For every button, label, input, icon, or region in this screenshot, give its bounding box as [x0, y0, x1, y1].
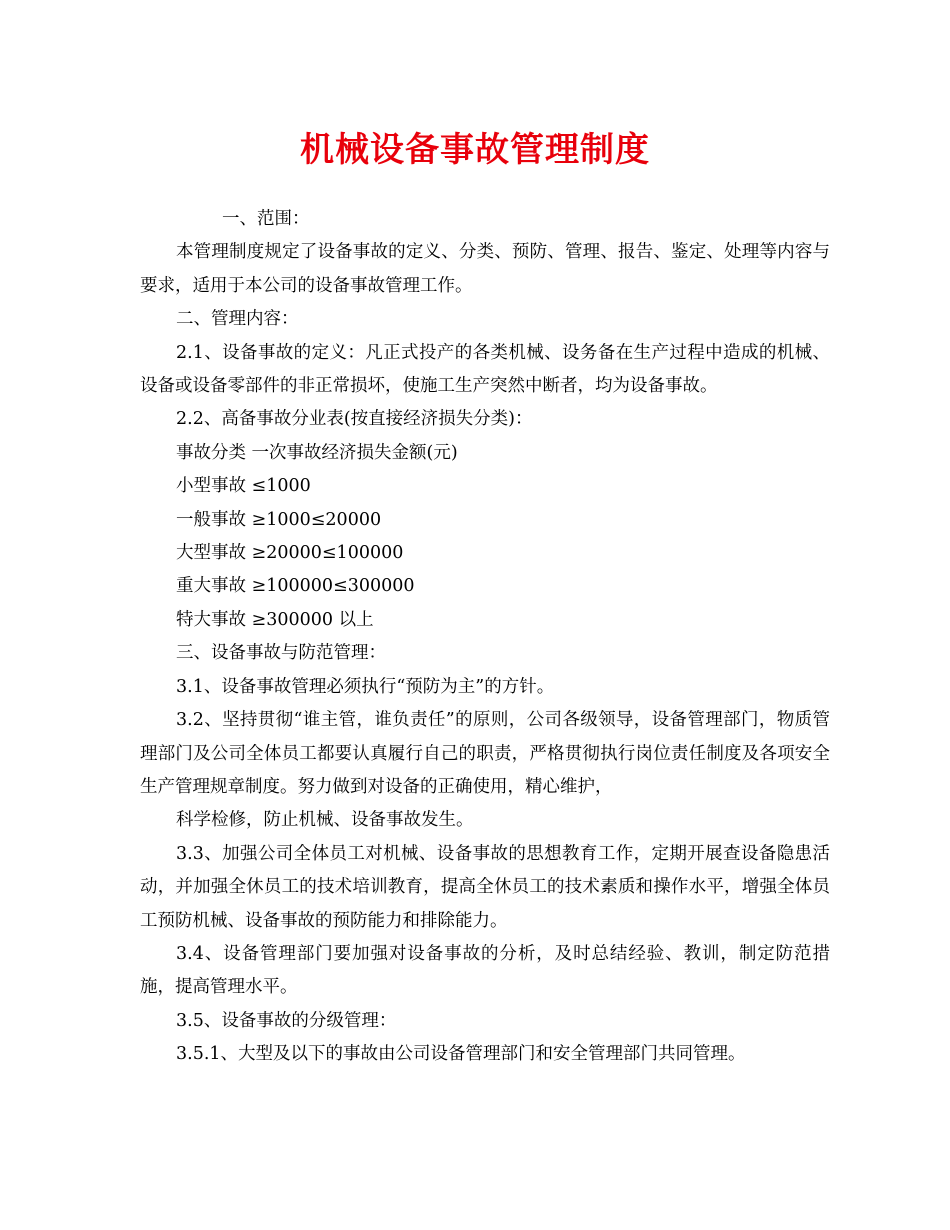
classification-line-general: 一般事故 ≥1000≤20000 [176, 509, 382, 530]
classification-line-extreme: 特大事故 ≥300000 以上 [176, 609, 374, 630]
paragraph-3-2-continued: 科学检修，防止机械、设备事故发生。 [176, 810, 474, 831]
classification-line-minor: 小型事故 ≤1000 [176, 476, 311, 497]
section-heading-content: 二、管理内容： [176, 309, 299, 330]
paragraph-3-5-1: 3.5.1、大型及以下的事故由公司设备管理部门和安全管理部门共同管理。 [176, 1044, 746, 1065]
paragraph-3-1: 3.1、设备事故管理必须执行“预防为主”的方针。 [176, 676, 555, 697]
paragraph-3-2: 3.2、坚持贯彻“谁主管，谁负责任”的原则，公司各级领导，设备管理部门，物质管理部门及公司全体员工都要认真履行自己的职责，严格贯彻执行岗位责任制度及各项安全生产管理规章制度。努力做到对设备的正确使用，精心维护， [140, 710, 830, 797]
paragraph-2-1: 2.1、设备事故的定义：凡正式投产的各类机械、设务备在生产过程中造成的机械、设备或设备零部件的非正常损坏，使施工生产突然中断者，均为设备事故。 [140, 342, 830, 397]
document-body [140, 203, 830, 1072]
classification-line-large: 大型事故 ≥20000≤100000 [176, 543, 404, 564]
classification-header-line: 事故分类 一次事故经济损失金额(元) [176, 442, 458, 463]
document-title: 机械设备事故管理制度 [300, 130, 650, 170]
section-heading-prevention: 三、设备事故与防范管理： [176, 643, 386, 664]
classification-line-major: 重大事故 ≥100000≤300000 [176, 576, 415, 597]
paragraph-3-3: 3.3、加强公司全体员工对机械、设备事故的思想教育工作，定期开展查设备隐患活动，并加强全休员工的技术培训教育，提高全休员工的技术素质和操作水平，增强全体员工预防机械、设备事故的预防能力和排除能力。 [140, 843, 830, 931]
paragraph-3-4: 3.4、设备管理部门要加强对设备事故的分析，及时总结经验、教训，制定防范措施，提高管理水平。 [140, 943, 830, 998]
section-heading-scope: 一、范围： [222, 209, 310, 229]
paragraph-2-2: 2.2、高备事故分业表(按直接经济损失分类)： [176, 409, 533, 430]
paragraph-3-5: 3.5、设备事故的分级管理： [176, 1010, 397, 1031]
paragraph-scope: 本管理制度规定了设备事故的定义、分类、预防、管理、报告、鉴定、处理等内容与要求，适用于本公司的设备事故管理工作。 [140, 242, 830, 296]
